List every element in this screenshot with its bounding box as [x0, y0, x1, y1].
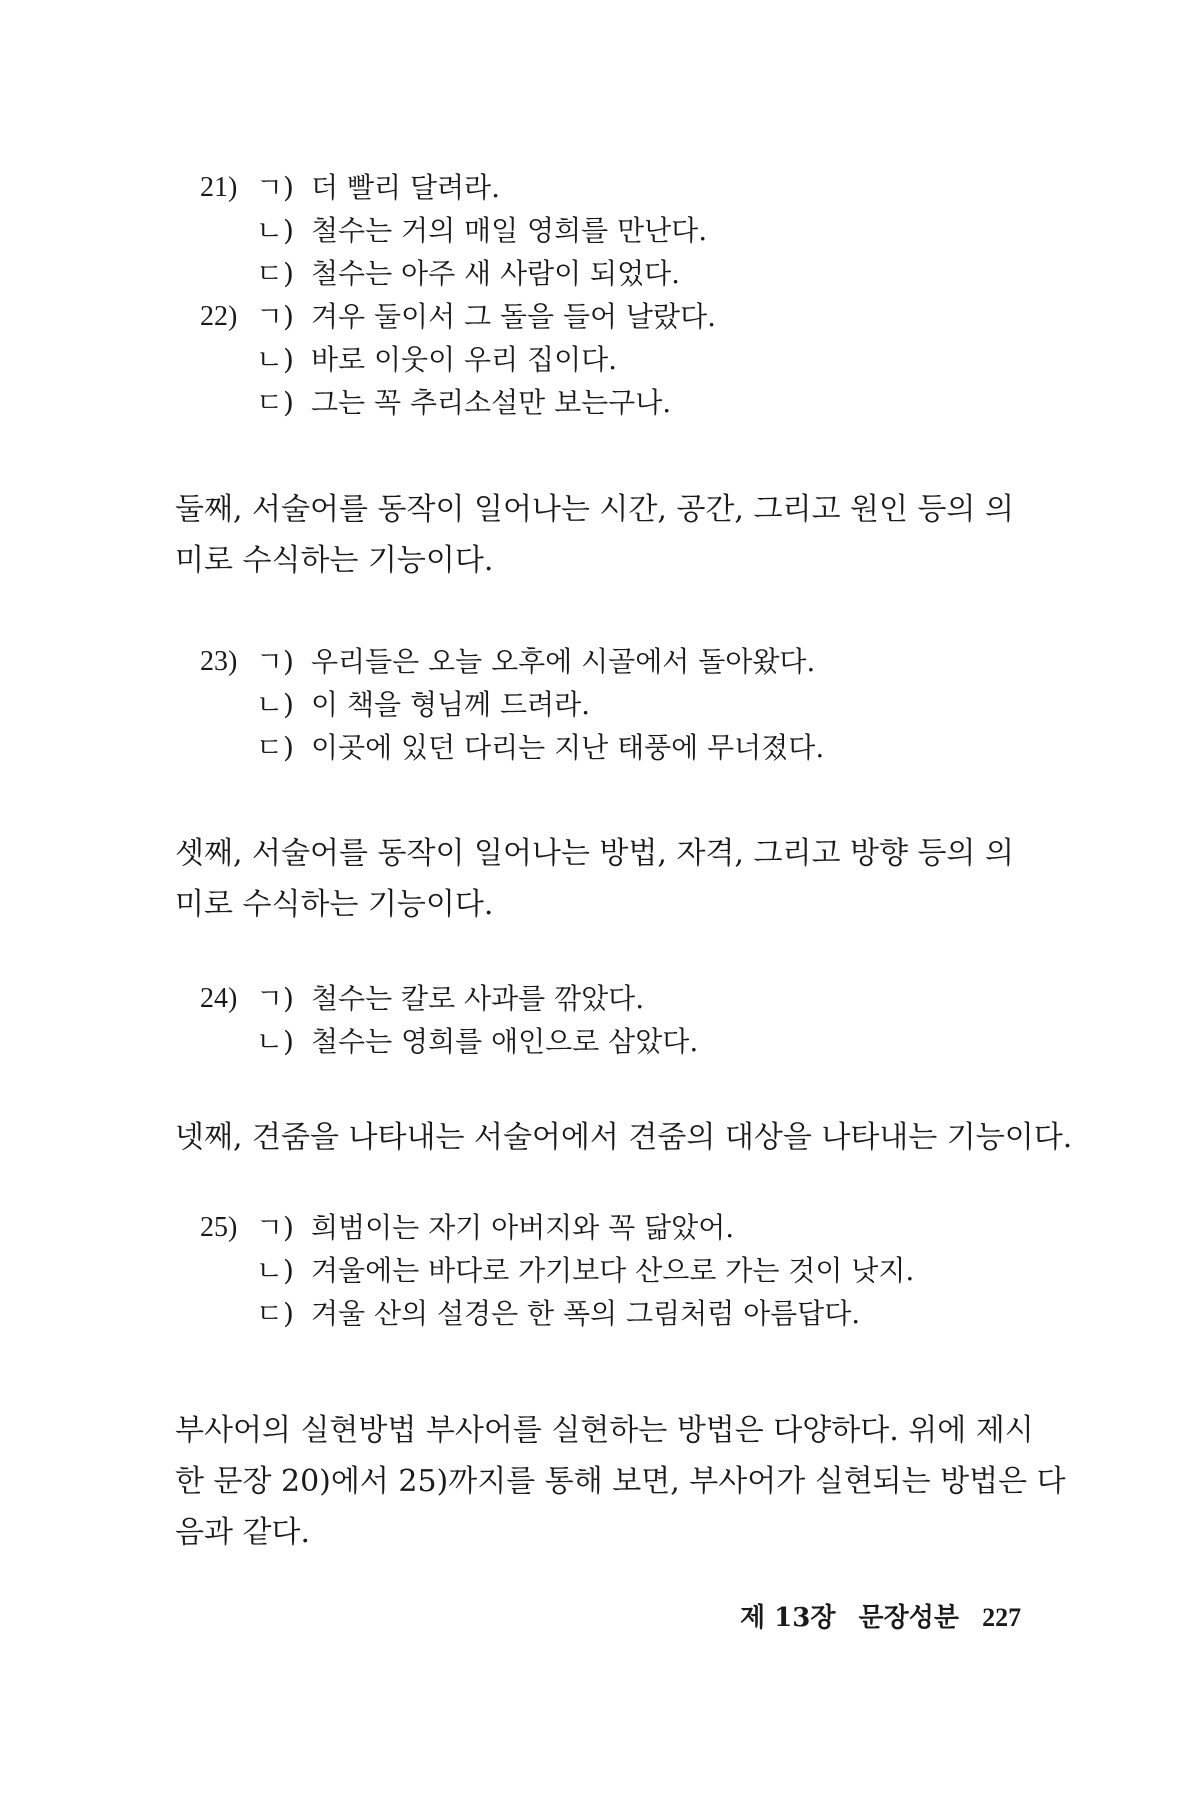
paragraph-line: 미로 수식하는 기능이다. [175, 543, 494, 578]
item-marker: ㄱ) [256, 171, 294, 204]
example-text: 이 책을 형님께 드려라. [311, 688, 591, 721]
example-line [200, 1020, 1100, 1063]
paragraph-line: 둘째, 서술어를 동작이 일어나는 시간, 공간, 그리고 원인 등의 의 [175, 492, 1014, 527]
example-line [200, 1292, 1100, 1335]
example-text: 철수는 아주 새 사람이 되었다. [311, 257, 681, 290]
example-line [200, 1249, 1100, 1292]
page-number: 227 [982, 1603, 1022, 1632]
example-text: 겨우 둘이서 그 돌을 들어 날랐다. [311, 300, 717, 333]
item-marker: ㄷ) [256, 731, 294, 764]
item-marker: ㄷ) [256, 257, 294, 290]
item-marker: ㄱ) [256, 300, 294, 333]
example-text: 철수는 영희를 애인으로 삼았다. [311, 1025, 699, 1058]
item-marker: ㄱ) [256, 982, 294, 1015]
example-number: 23) [200, 646, 238, 677]
paragraph-line: 미로 수식하는 기능이다. [175, 887, 494, 922]
example-21 [200, 166, 1100, 295]
item-marker: ㄱ) [256, 645, 294, 678]
item-marker: ㄴ) [256, 214, 294, 247]
example-line [200, 1206, 1100, 1249]
example-23 [200, 640, 1100, 769]
example-number: 21) [200, 172, 238, 203]
item-marker: ㄴ) [256, 343, 294, 376]
chapter-number: 제 13장 [740, 1603, 836, 1633]
item-marker: ㄷ) [256, 1297, 294, 1330]
example-line [200, 683, 1100, 726]
example-line [200, 726, 1100, 769]
paragraph-second-function [175, 484, 1065, 586]
paragraph-third-function [175, 828, 1065, 930]
item-marker: ㄱ) [256, 1211, 294, 1244]
example-text: 겨울에는 바다로 가기보다 산으로 가는 것이 낫지. [311, 1254, 915, 1287]
example-number: 22) [200, 301, 238, 332]
paragraph-line: 넷째, 견줌을 나타내는 서술어에서 견줌의 대상을 나타내는 기능이다. [175, 1120, 1073, 1155]
example-text: 이곳에 있던 다리는 지난 태풍에 무너졌다. [311, 731, 825, 764]
example-text: 우리들은 오늘 오후에 시골에서 돌아왔다. [311, 645, 816, 678]
example-line [200, 977, 1100, 1020]
paragraph-line: 음과 같다. [175, 1515, 310, 1550]
example-25 [200, 1206, 1100, 1335]
item-marker: ㄷ) [256, 386, 294, 419]
example-number: 24) [200, 983, 238, 1014]
paragraph-line: 한 문장 20)에서 25)까지를 통해 보면, 부사어가 실현되는 방법은 다 [175, 1464, 1066, 1499]
chapter-title: 문장성분 [858, 1603, 959, 1633]
example-22 [200, 295, 1100, 424]
page-footer [740, 1597, 1021, 1634]
example-24 [200, 977, 1100, 1063]
example-text: 겨울 산의 설경은 한 폭의 그림처럼 아름답다. [311, 1297, 861, 1330]
example-line [200, 252, 1100, 295]
example-text: 바로 이웃이 우리 집이다. [311, 343, 618, 376]
paragraph-fourth-function [175, 1112, 1073, 1163]
paragraph-realization-methods [175, 1405, 1065, 1558]
example-text: 철수는 칼로 사과를 깎았다. [311, 982, 645, 1015]
example-line [200, 166, 1100, 209]
example-text: 철수는 거의 매일 영희를 만난다. [311, 214, 708, 247]
paragraph-line: 부사어의 실현방법 부사어를 실현하는 방법은 다양하다. 위에 제시 [175, 1413, 1034, 1448]
example-number: 25) [200, 1212, 238, 1243]
example-line [200, 338, 1100, 381]
example-line [200, 381, 1100, 424]
item-marker: ㄴ) [256, 688, 294, 721]
item-marker: ㄴ) [256, 1254, 294, 1287]
example-line [200, 209, 1100, 252]
item-marker: ㄴ) [256, 1025, 294, 1058]
paragraph-line: 셋째, 서술어를 동작이 일어나는 방법, 자격, 그리고 방향 등의 의 [175, 836, 1014, 871]
example-text: 희범이는 자기 아버지와 꼭 닮았어. [311, 1211, 735, 1244]
example-text: 그는 꼭 추리소설만 보는구나. [311, 386, 672, 419]
example-text: 더 빨리 달려라. [311, 171, 500, 204]
example-line [200, 640, 1100, 683]
example-line [200, 295, 1100, 338]
